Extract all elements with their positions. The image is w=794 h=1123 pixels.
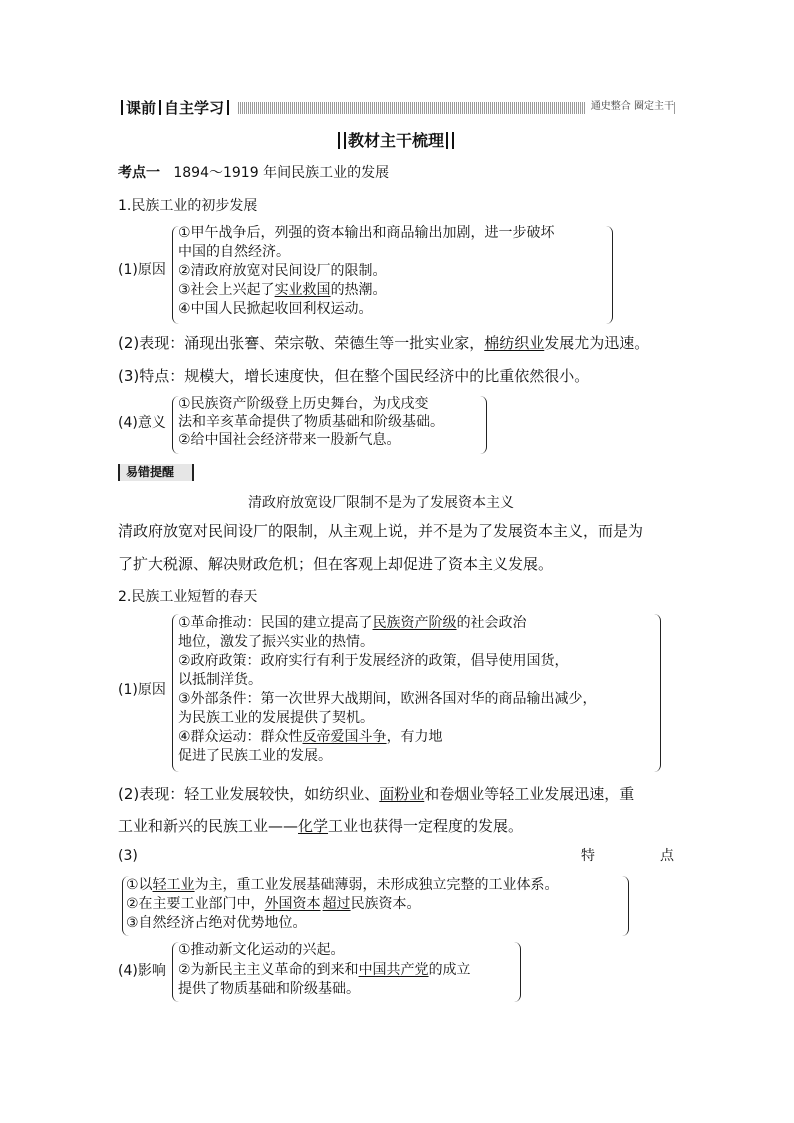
header-title-b: 自主学习 bbox=[164, 99, 225, 117]
underlined-answer: 面粉业 bbox=[379, 785, 425, 803]
part1-significance-1: ①民族资产阶级登上历史舞台，为戊戌变 bbox=[178, 396, 429, 412]
title-bar-right bbox=[446, 132, 448, 149]
part2-cause-1 bbox=[178, 614, 527, 633]
part1-performance bbox=[118, 333, 649, 353]
text-segment: ①以 bbox=[126, 877, 153, 893]
tip-tag-text: 易错提醒 bbox=[126, 465, 175, 479]
text-segment: 的成立 bbox=[428, 962, 471, 978]
part2-feature-3: ③自然经济占绝对优势地位。 bbox=[126, 915, 307, 931]
text-segment: 的热潮。 bbox=[330, 282, 387, 298]
lesson-header bbox=[118, 99, 676, 117]
brace-right bbox=[606, 226, 613, 324]
part2-cause-2b: 以抵制洋货。 bbox=[178, 672, 262, 688]
part2-feature-1 bbox=[126, 876, 559, 895]
title-bar-left bbox=[344, 132, 346, 149]
underlined-answer: 化学 bbox=[298, 817, 329, 835]
part1-cause-1b: 中国的自然经济。 bbox=[178, 244, 290, 260]
part2-impact-2b: 提供了物质基础和阶级基础。 bbox=[178, 981, 360, 997]
text-segment: 和卷烟业等轻工业发展迅速，重 bbox=[424, 785, 635, 803]
part2-performance-line-2 bbox=[118, 816, 523, 836]
text-segment: (2)表现：轻工业发展较快，如纺织业、 bbox=[118, 785, 380, 803]
underlined-answer: 轻工业 bbox=[152, 877, 195, 893]
part1-title: 1.民族工业的初步发展 bbox=[118, 198, 258, 214]
part1-features: (3)特点：规模大，增长速度快，但在整个国民经济中的比重依然很小。 bbox=[118, 367, 590, 385]
part1-significance-label: (4)意义 bbox=[118, 415, 166, 431]
brace-right bbox=[480, 396, 487, 454]
tip-body-line-1: 清政府放宽对民间设厂的限制，从主观上说，并不是为了发展资本主义，而是为 bbox=[118, 522, 644, 540]
part2-impact-label: (4)影响 bbox=[118, 963, 166, 979]
text-segment: (2)表现：涌现出张謇、荣宗敬、荣德生等一批实业家， bbox=[118, 334, 485, 352]
underlined-answer: 棉纺织业 bbox=[484, 334, 545, 352]
part2-impact-1: ①推动新文化运动的兴起。 bbox=[178, 942, 345, 958]
underlined-answer: 中国共产党 bbox=[358, 962, 429, 978]
underlined-answer: 超过 bbox=[322, 896, 351, 912]
features-word-b: 点 bbox=[660, 848, 674, 864]
text-segment: 工业和新兴的民族工业—— bbox=[118, 817, 299, 835]
header-title-a: 课前 bbox=[126, 99, 157, 117]
part2-feature-2 bbox=[126, 895, 421, 914]
text-segment: 发展尤为迅速。 bbox=[544, 334, 650, 352]
part1-cause-3 bbox=[178, 281, 387, 300]
tag-bar bbox=[192, 464, 194, 481]
text-segment: ，有力地 bbox=[386, 729, 443, 745]
text-segment: 工业也获得一定程度的发展。 bbox=[328, 817, 524, 835]
header-subtitle: 通史整合 圈定主干 bbox=[585, 100, 674, 114]
title-bar-right bbox=[452, 132, 454, 149]
underlined-answer: 实业救国 bbox=[274, 282, 331, 298]
part2-cause-4 bbox=[178, 728, 443, 747]
topic-heading bbox=[118, 164, 389, 183]
tip-title: 清政府放宽设厂限制不是为了发展资本主义 bbox=[248, 495, 514, 511]
text-segment: ④群众运动：群众性 bbox=[178, 729, 303, 745]
part1-significance-2: ②给中国社会经济带来一股新气息。 bbox=[178, 432, 401, 448]
part2-cause-2: ②政府政策：政府实行有利于发展经济的政策，倡导使用国货， bbox=[178, 653, 569, 669]
part2-performance-line-1 bbox=[118, 784, 634, 804]
tip-tag bbox=[118, 464, 194, 481]
text-segment: ②为新民主主义革命的到来和 bbox=[178, 962, 359, 978]
underlined-answer: 外国资本 bbox=[264, 896, 321, 912]
text-segment: 的社会政治 bbox=[456, 615, 527, 631]
header-divider bbox=[121, 100, 123, 115]
text-segment: ③社会上兴起了 bbox=[178, 282, 275, 298]
part2-cause-3: ③外部条件：第一次世界大战期间，欧洲各国对华的商品输出减少， bbox=[178, 691, 597, 707]
text-segment: ①革命推动：民国的建立提高了 bbox=[178, 615, 373, 631]
tip-body-line-2: 了扩大税源、解决财政危机；但在客观上却促进了资本主义发展。 bbox=[118, 555, 554, 573]
topic-label: 考点一 bbox=[118, 165, 160, 181]
title-bar-left bbox=[338, 132, 340, 149]
text-segment: 民族资本。 bbox=[350, 896, 421, 912]
header-divider bbox=[227, 100, 229, 115]
underlined-answer: 反帝爱国斗争 bbox=[302, 729, 387, 745]
part1-cause-2: ②清政府放宽对民间设厂的限制。 bbox=[178, 263, 387, 279]
header-title bbox=[118, 99, 232, 117]
part2-features-label: (3) bbox=[118, 848, 138, 864]
part1-cause-1: ①甲午战争后，列强的资本输出和商品输出加剧，进一步破坏 bbox=[178, 225, 555, 241]
features-word-a: 特 bbox=[581, 848, 595, 864]
part2-cause-3b: 为民族工业的发展提供了契机。 bbox=[178, 710, 374, 726]
part1-cause-4: ④中国人民掀起收回利权运动。 bbox=[178, 301, 373, 317]
brace-right bbox=[622, 876, 629, 936]
section-title-text: 教材主干梳理 bbox=[348, 131, 445, 150]
underlined-answer: 民族资产阶级 bbox=[372, 615, 457, 631]
section-title bbox=[336, 130, 456, 152]
part1-causes-label: (1)原因 bbox=[118, 262, 166, 278]
part2-causes-label: (1)原因 bbox=[118, 682, 166, 698]
header-divider bbox=[159, 100, 161, 115]
brace-right bbox=[654, 614, 661, 772]
brace-right bbox=[514, 942, 521, 1002]
part2-title: 2.民族工业短暂的春天 bbox=[118, 589, 258, 605]
part1-significance-1b: 法和辛亥革命提供了物质基础和阶级基础。 bbox=[178, 414, 444, 430]
tag-bar bbox=[118, 464, 120, 481]
text-segment: ②在主要工业部门中， bbox=[126, 896, 265, 912]
part2-cause-1b: 地位，激发了振兴实业的热情。 bbox=[178, 634, 374, 650]
topic-text: 1894～1919 年间民族工业的发展 bbox=[173, 165, 390, 181]
part2-impact-2 bbox=[178, 961, 471, 980]
text-segment: 为主，重工业发展基础薄弱，未形成独立完整的工业体系。 bbox=[194, 877, 559, 893]
part2-cause-4b: 促进了民族工业的发展。 bbox=[178, 748, 332, 764]
